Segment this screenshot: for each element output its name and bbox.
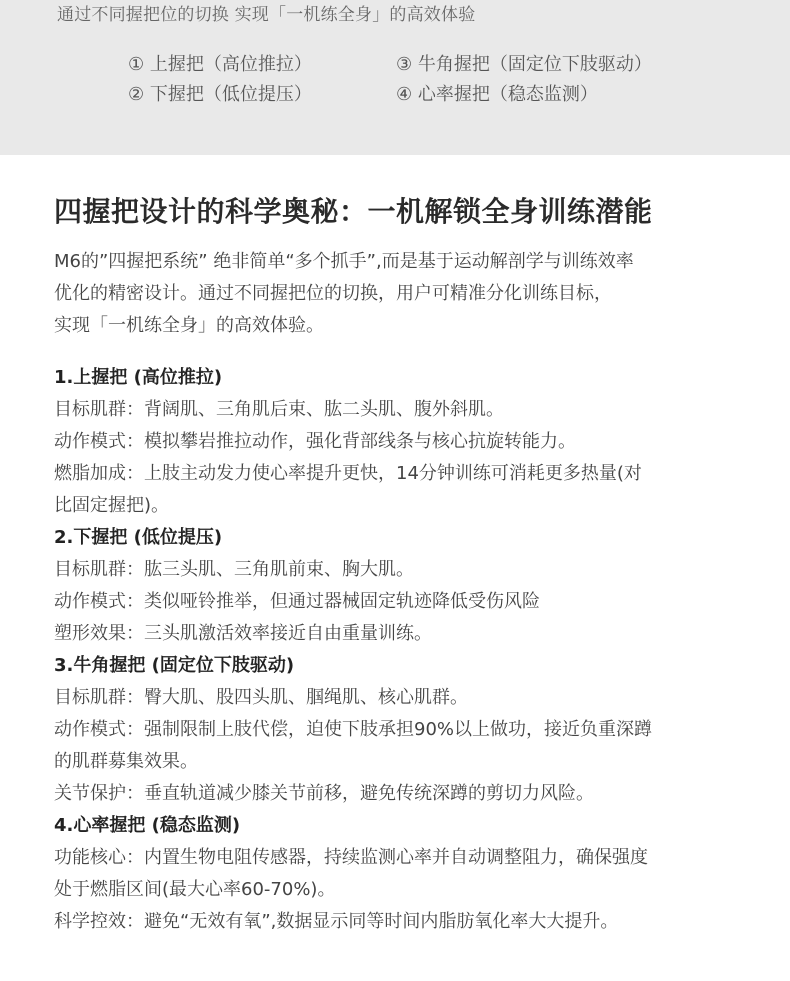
section-line: 动作模式：类似哑铃推举，但通过器械固定轨迹降低受伤风险 (54, 591, 540, 612)
section-line: 的肌群募集效果。 (54, 751, 198, 772)
intro-line: 优化的精密设计。通过不同握把位的切换，用户可精准分化训练目标， (54, 283, 612, 304)
article-heading: 四握把设计的科学奥秘：一机解锁全身训练潜能 (54, 195, 653, 228)
intro-line: 实现「一机练全身」的高效体验。 (54, 315, 324, 336)
section-line: 处于燃脂区间(最大心率60-70%)。 (54, 879, 336, 900)
banner-grip-4: ④ 心率握把（稳态监测） (396, 84, 598, 105)
section-title: 2.下握把 (低位提压) (54, 527, 223, 548)
banner-grip-2: ② 下握把（低位提压） (128, 84, 312, 105)
grip-sections (54, 362, 754, 938)
section-line: 动作模式：模拟攀岩推拉动作，强化背部线条与核心抗旋转能力。 (54, 431, 576, 452)
article-intro (54, 246, 754, 342)
section-title: 4.心率握把 (稳态监测) (54, 815, 241, 836)
section-line: 比固定握把)。 (54, 495, 170, 516)
section-line: 燃脂加成：上肢主动发力使心率提升更快，14分钟训练可消耗更多热量(对 (54, 463, 642, 484)
section-title: 3.牛角握把 (固定位下肢驱动) (54, 655, 295, 676)
banner-grip-1: ① 上握把（高位推拉） (128, 54, 312, 75)
section-line: 动作模式：强制限制上肢代偿，迫使下肢承担90%以上做功，接近负重深蹲 (54, 719, 653, 740)
section-title: 1.上握把 (高位推拉) (54, 367, 223, 388)
section-line: 目标肌群：背阔肌、三角肌后束、肱二头肌、腹外斜肌。 (54, 399, 504, 420)
intro-line: M6的”四握把系统” 绝非简单“多个抓手”,而是基于运动解剖学与训练效率 (54, 251, 634, 272)
section-heart-rate-grip (54, 810, 754, 938)
article-body (54, 192, 754, 938)
section-line: 塑形效果：三头肌激活效率接近自由重量训练。 (54, 623, 432, 644)
top-banner (0, 0, 790, 155)
section-horn-grip (54, 650, 754, 810)
section-line: 科学控效：避免“无效有氧”,数据显示同等时间内脂肪氧化率大大提升。 (54, 911, 619, 932)
section-line: 功能核心：内置生物电阻传感器，持续监测心率并自动调整阻力，确保强度 (54, 847, 648, 868)
section-lower-grip (54, 522, 754, 650)
banner-grip-3: ③ 牛角握把（固定位下肢驱动） (396, 54, 652, 75)
section-line: 目标肌群：臀大肌、股四头肌、腘绳肌、核心肌群。 (54, 687, 468, 708)
section-line: 目标肌群：肱三头肌、三角肌前束、胸大肌。 (54, 559, 414, 580)
section-upper-grip (54, 362, 754, 522)
banner-intro-text: 通过不同握把位的切换 实现「一机练全身」的高效体验 (57, 5, 476, 25)
section-line: 关节保护：垂直轨道减少膝关节前移，避免传统深蹲的剪切力风险。 (54, 783, 594, 804)
